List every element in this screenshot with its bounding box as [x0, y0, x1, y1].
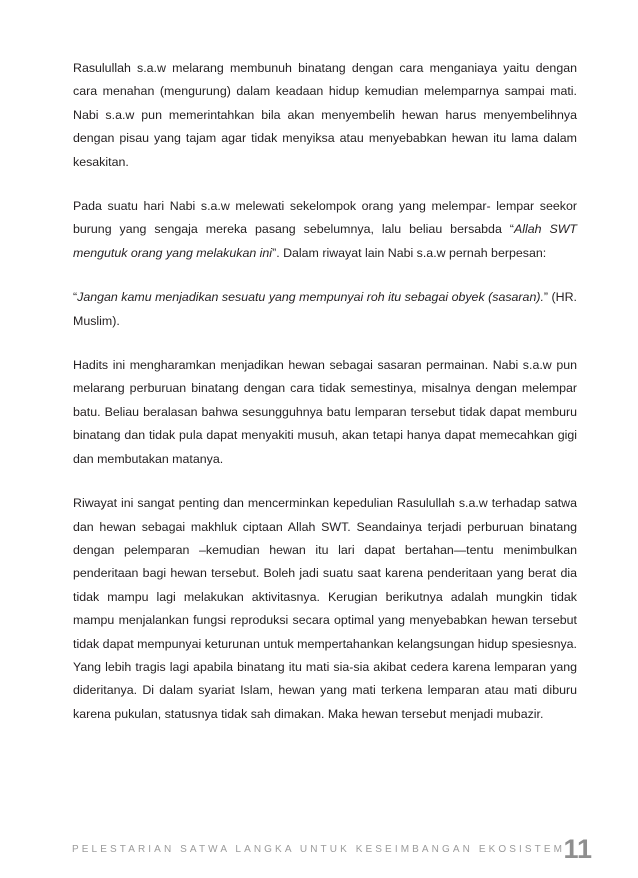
paragraph-5 [73, 492, 577, 726]
paragraph-text: “ [73, 290, 78, 305]
paragraph-text: ” (HR. Muslim). [73, 290, 577, 328]
hadith-quote: Jangan kamu menjadikan sesuatu yang mempunyai roh itu sebagai obyek (sasaran). [77, 290, 544, 305]
page-footer [72, 834, 592, 874]
paragraph-3 [73, 286, 577, 333]
page-number: 11 [563, 834, 592, 864]
paragraph-text: ”. Dalam riwayat lain Nabi s.a.w pernah berpesan: [272, 245, 547, 260]
paragraph-text: Riwayat ini sangat penting dan mencerminkan kepedulian Rasulullah s.a.w terhadap satwa dan hewan sebagai makhluk ciptaan Allah SWT. Seandainya terjadi perburuan binatang dengan pelemparan –kemudian hewan itu lari dapat bertahan—tentu menimbulkan penderitaan bagi hewan tersebut. Boleh jadi suatu saat karena penderitaan yang berat dia tidak mampu lagi melakukan aktivitasnya. Kerugian berikutnya adalah mungkin tidak mampu menjalankan fungsi reproduksi secara optimal yang menyebabkan hewan tersebut tidak dapat mempunyai keturunan untuk mempertahankan kelangsungan hidup spesiesnya. Yang lebih tragis lagi apabila binatang itu mati sia-sia akibat cedera karena lemparan yang dideritanya. Di dalam syariat Islam, hewan yang mati terkena lemparan atau mati diburu karena pukulan, statusnya tidak sah dimakan. Maka hewan tersebut menjadi mubazir. [73, 496, 577, 721]
paragraph-text: Hadits ini mengharamkan menjadikan hewan sebagai sasaran permainan. Nabi s.a.w pun melarang perburuan binatang dengan cara tidak semestinya, misalnya dengan melempar batu. Beliau beralasan bahwa sesungguhnya batu lemparan tersebut tidak dapat memburu binatang dan tidak pula dapat menyakiti musuh, akan tetapi hanya dapat memecahkan gigi dan membutakan matanya. [73, 358, 577, 466]
paragraph-1 [73, 57, 577, 174]
document-body [73, 57, 577, 747]
paragraph-2 [73, 195, 577, 265]
paragraph-text: Rasulullah s.a.w melarang membunuh binatang dengan cara menganiaya yaitu dengan cara menahan (mengurung) dalam keadaan hidup kemudian melemparnya sampai mati. Nabi s.a.w pun memerintahkan bila akan menyembelih hewan harus menyembelihnya dengan pisau yang tajam agar tidak menyiksa atau menyebabkan hewan itu lama dalam kesakitan. [73, 61, 577, 169]
paragraph-text: Pada suatu hari Nabi s.a.w melewati sekelompok orang yang melempar- lempar seekor burung yang sengaja mereka pasang sebelumnya, lalu beliau bersabda “ [73, 199, 577, 237]
hadith-quote: Allah SWT mengutuk orang yang melakukan ini [73, 222, 577, 260]
paragraph-4 [73, 354, 577, 471]
running-title: PELESTARIAN SATWA LANGKA UNTUK KESEIMBANGAN EKOSISTEM [72, 844, 566, 855]
